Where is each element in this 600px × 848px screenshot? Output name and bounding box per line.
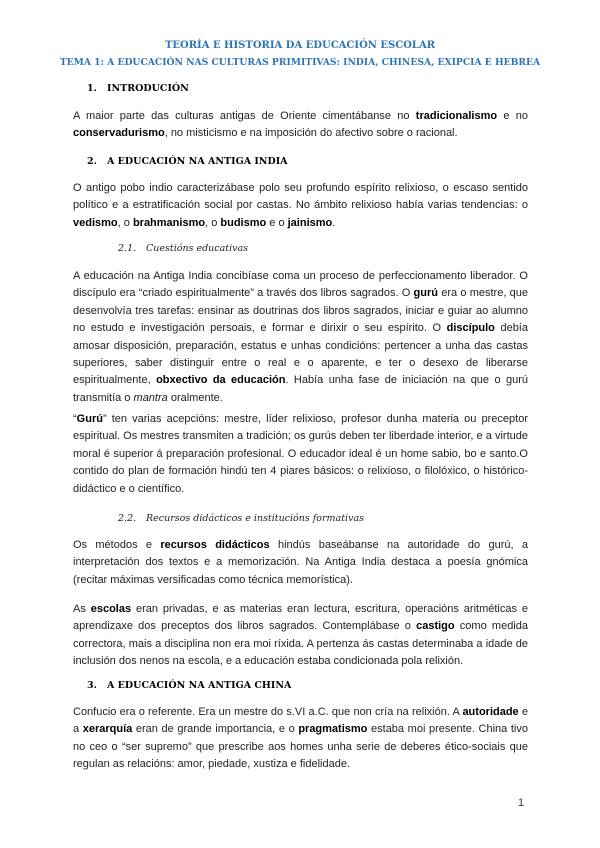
subsection-number: 2.2. — [118, 513, 137, 524]
section-title: INTRODUCIÓN — [107, 83, 189, 94]
paragraph-guru: “Gurú” ten varias acepcións: mestre, líder relixioso, profesor dunha materia ou preceptor espiritual. Os mestres transmiten a tradición; os gurús deben ter liberdade interior, e a virtude moral é superior á preparación profesional. O educador ideal é un home sabio, bo e santo.O contido do plan de formación hindú ten 4 piares básicos: o relixioso, o filolóxico, o histórico-didáctico e o científico. — [73, 413, 528, 495]
paragraph-cuestions-educativas: A educación na Antiga India concibíase coma un proceso de perfeccionamento liberador. O discípulo era “criado espiritualmente” a través dos libros sagrados. O gurú era o mestre, que desenvolvía tres tarefas: ensinar as doutrinas dos libros sagrados, iniciar e guiar ao alumno no estudo e investigación persoais, e formar e dirixir o seu espírito. O discípulo debía amosar disposición, preparación, estatus e unhas condicións: pertencer a unha das castas superiores, saber distinguir entre o real e o aparente, e ter o desexo de liberarse espiritualmente, obxectivo da educación. Había unha fase de iniciación na que o gurú transmitía o mantra oralmente. — [73, 270, 528, 404]
section-number: 2. — [87, 156, 97, 167]
subsection-number: 2.1. — [118, 243, 137, 254]
section-number: 3. — [87, 680, 97, 691]
paragraph-recursos-didacticos: Os métodos e recursos didácticos hindús baseábanse na autoridade do gurú, a interpretación dos textos e a memorización. Na Antiga India destaca a poesía gnómica (recitar máximas versificadas como técnica memorística). — [73, 539, 528, 586]
page-number: 1 — [518, 797, 525, 809]
section-number: 1. — [87, 83, 97, 94]
paragraph-escolas: As escolas eran privadas, e as materias eran lectura, escritura, operacións aritméticas e aprendizaxe dos preceptos dos libros sagrados. Contemplábase o castigo como medida correctora, mais a disciplina non era moi ríxida. A pertenza ás castas determinaba a idade de inclusión dos nenos na escola, e a educación estaba condicionada pola relixión. — [73, 603, 528, 668]
paragraph-china: Confucio era o referente. Era un mestre do s.VI a.C. que non cría na relixión. A autoridade e a xerarquía eran de grande importancia, e o pragmatismo estaba moi presente. China tivo no ceo o “ser supremo” que prescribe aos homes unha serie de deberes ético-sociais que regulan as relacións: amor, piedade, xustiza e fidelidade. — [73, 706, 528, 771]
document-subtitle: TEMA 1: A EDUCACIÓN NAS CULTURAS PRIMITIVAS: INDIA, CHINESA, EXIPCIA E HEBREA — [59, 57, 541, 68]
section-title: A EDUCACIÓN NA ANTIGA CHINA — [107, 680, 292, 691]
subsection-title: Cuestións educativas — [146, 243, 249, 254]
paragraph-india-relixion: O antigo pobo indio caracterizábase polo seu profundo espírito relixioso, o escaso sentido político e a estratificación social por castas. No ámbito relixioso había varias tendencias: o vedismo, o brahmanismo, o budismo e o jainismo. — [73, 182, 528, 229]
paragraph-introducion: A maior parte das culturas antigas de Oriente cimentábanse no tradicionalismo e no conservadurismo, no misticismo e na imposición do afectivo sobre o racional. — [73, 110, 528, 140]
subsection-title: Recursos didácticos e institucións formativas — [146, 513, 364, 524]
section-title: A EDUCACIÓN NA ANTIGA INDIA — [107, 156, 288, 167]
document-title: TEORÍA E HISTORIA DA EDUCACIÓN ESCOLAR — [164, 40, 436, 51]
